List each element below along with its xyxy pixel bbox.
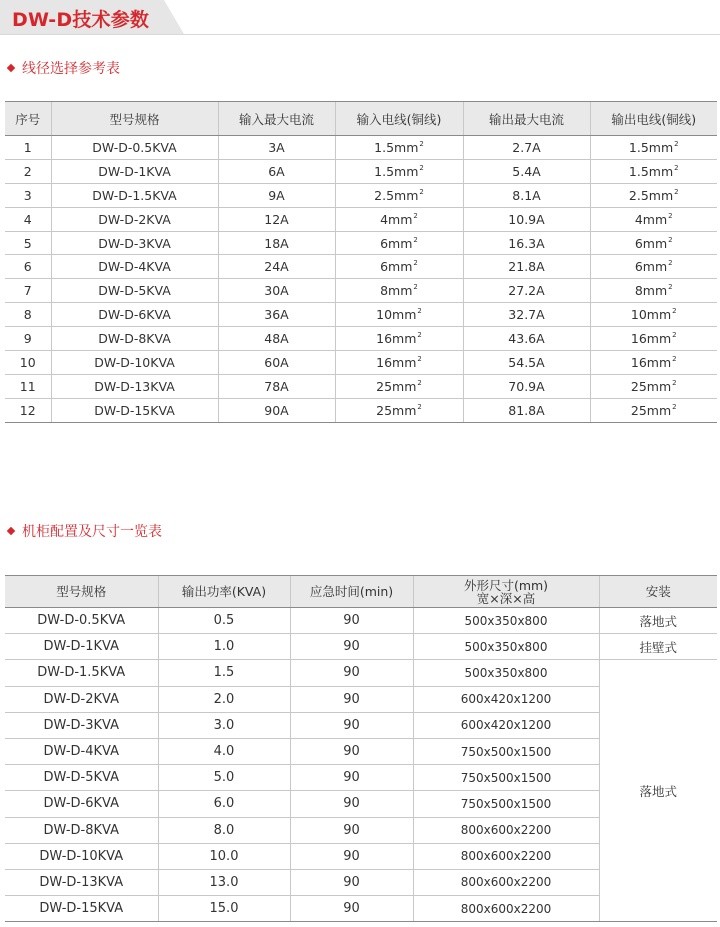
table-cell-model [51,327,218,351]
cell-text: 9A [268,187,285,203]
cell-text: 12A [264,211,289,227]
superscript: 2 [672,378,677,387]
superscript: 2 [417,331,422,340]
col-header-dimensions [413,576,599,608]
superscript: 2 [419,187,424,196]
col-subheader: 宽×深×高 [476,590,536,606]
superscript: 2 [674,139,679,148]
table-cell-in-wire [335,255,463,279]
superscript: 2 [413,259,418,268]
table-cell-power: 3.0 [158,712,290,738]
table-cell-in-current [218,327,335,351]
table-cell-install-merged: 落地式 [599,660,717,922]
col-header: 应急时间(min) [290,576,413,608]
table-cell-model [51,231,218,255]
cell-text: 16.3A [508,235,545,251]
cell-text: 16mm [376,331,417,347]
table-cell-model: DW-D-0.5KVA [5,608,158,634]
cell-text: DW-D-1.5KVA [92,187,177,203]
table-header-row [5,576,717,608]
table-row [5,398,717,422]
table-cell-model: DW-D-1.5KVA [5,660,158,686]
col-header: 输入电线(铜线) [335,102,463,136]
col-header: 序号 [5,102,51,136]
col-header: 输入最大电流 [218,102,335,136]
cell-text: DW-D-5KVA [98,283,171,299]
cell-text: 6mm [634,259,668,275]
col-header: 输出电线(铜线) [590,102,717,136]
table-cell-time: 90 [290,869,413,895]
superscript: 2 [417,402,422,411]
table-cell-time: 90 [290,843,413,869]
table-cell-dims: 800x600x2200 [413,896,599,922]
superscript: 2 [413,211,418,220]
table-cell-model: DW-D-2KVA [5,686,158,712]
table-row [5,374,717,398]
table-cell-time: 90 [290,817,413,843]
table-row [5,231,717,255]
table-cell-model [51,351,218,375]
superscript: 2 [417,354,422,363]
cell-text: 70.9A [508,378,545,394]
table-cell-out-wire [590,231,717,255]
table-cell-model [51,398,218,422]
table-cell-in-wire [335,231,463,255]
table-cell-dims: 600x420x1200 [413,686,599,712]
header-rule [0,34,720,35]
table-cell-power: 15.0 [158,896,290,922]
cell-text: 54.5A [508,354,545,370]
cell-text: 3 [23,187,32,203]
table-cell-out-current [463,279,590,303]
table-cell-out-wire [590,207,717,231]
cell-text: DW-D-3KVA [98,235,171,251]
table-cell-out-current [463,398,590,422]
table-cell-out-current [463,207,590,231]
cell-text: 32.7A [508,307,545,323]
table-row [5,660,717,686]
table-cell-in-current [218,136,335,160]
section-wire-heading [6,58,120,78]
cell-text: 2.5mm [628,187,674,203]
table-cell-power: 6.0 [158,791,290,817]
table-cell-out-wire [590,183,717,207]
table-cell-out-current [463,327,590,351]
cell-text: 21.8A [508,259,545,275]
table-cell-no [5,327,51,351]
table-cell-no [5,279,51,303]
cell-text: DW-D-4KVA [98,259,171,275]
cell-text: 2.5mm [374,187,419,203]
table-cell-model [51,136,218,160]
cell-text: 8mm [634,283,668,299]
table-cell-dims: 800x600x2200 [413,843,599,869]
cabinet-config-table [5,575,717,922]
table-cell-in-current [218,303,335,327]
section-cabinet-title: 机柜配置及尺寸一览表 [22,524,162,540]
table-cell-out-current [463,159,590,183]
cell-text: 1.5mm [628,139,674,155]
col-header: 输出功率(KVA) [158,576,290,608]
cell-text: DW-D-13KVA [94,378,175,394]
table-cell-dims: 750x500x1500 [413,738,599,764]
table-cell-in-current [218,398,335,422]
table-cell-no [5,231,51,255]
table-cell-model: DW-D-6KVA [5,791,158,817]
cell-text: 1 [23,139,32,155]
table-cell-model [51,159,218,183]
superscript: 2 [417,378,422,387]
superscript: 2 [672,354,677,363]
superscript: 2 [413,283,418,292]
table-cell-dims: 600x420x1200 [413,712,599,738]
superscript: 2 [668,211,673,220]
cell-text: 4mm [634,211,668,227]
cell-text: 30A [264,283,289,299]
cell-text: 8.1A [512,187,541,203]
table-cell-no [5,398,51,422]
table-cell-out-wire [590,159,717,183]
table-row [5,255,717,279]
wire-selection-table [5,101,717,423]
table-cell-out-wire [590,136,717,160]
col-header: 外形尺寸(mm) [463,577,549,593]
table-cell-no [5,255,51,279]
table-cell-time: 90 [290,686,413,712]
table-cell-in-wire [335,279,463,303]
table-cell-power: 4.0 [158,738,290,764]
superscript: 2 [668,259,673,268]
table-cell-in-wire [335,327,463,351]
table-cell-dims: 750x500x1500 [413,791,599,817]
page-header [0,0,720,38]
superscript: 2 [668,235,673,244]
table-cell-out-wire [590,398,717,422]
table-cell-no [5,136,51,160]
table-cell-out-current [463,255,590,279]
superscript: 2 [417,307,422,316]
table-cell-no [5,303,51,327]
cell-text: 7 [23,283,32,299]
table-cell-model [51,183,218,207]
table-row [5,608,717,634]
cell-text: DW-D-10KVA [94,354,175,370]
section-cabinet-heading [6,521,162,541]
cell-text: DW-D-6KVA [98,307,171,323]
section-wire-title: 线径选择参考表 [22,61,120,77]
cell-text: 6mm [380,259,413,275]
table-row [5,303,717,327]
table-cell-out-wire [590,279,717,303]
table-header-row [5,102,717,136]
cell-text: 6A [268,163,285,179]
cell-text: 11 [19,378,36,394]
superscript: 2 [419,163,424,172]
table-cell-no [5,374,51,398]
table-cell-time: 90 [290,660,413,686]
superscript: 2 [419,139,424,148]
table-cell-in-current [218,255,335,279]
cell-text: 18A [264,235,289,251]
table-cell-in-current [218,207,335,231]
table-cell-power: 2.0 [158,686,290,712]
table-row [5,159,717,183]
superscript: 2 [674,187,679,196]
cell-text: 16mm [630,354,672,370]
table-cell-in-current [218,374,335,398]
table-cell-out-wire [590,374,717,398]
table-cell-model [51,207,218,231]
table-cell-model: DW-D-3KVA [5,712,158,738]
table-cell-time: 90 [290,765,413,791]
table-cell-power: 0.5 [158,608,290,634]
cell-text: 90A [264,402,289,418]
cell-text: 25mm [376,402,417,418]
cell-text: 25mm [630,378,672,394]
cell-text: 12 [19,402,36,418]
table-cell-power: 13.0 [158,869,290,895]
table-cell-model: DW-D-10KVA [5,843,158,869]
cell-text: 36A [264,307,289,323]
cell-text: 1.5mm [374,139,419,155]
cell-text: 2 [23,163,32,179]
cell-text: DW-D-0.5KVA [92,139,177,155]
table-cell-no [5,351,51,375]
table-cell-model: DW-D-1KVA [5,634,158,660]
cell-text: 43.6A [508,331,545,347]
superscript: 2 [672,307,677,316]
cell-text: 6mm [634,235,668,251]
table-cell-power: 10.0 [158,843,290,869]
table-cell-model: DW-D-15KVA [5,896,158,922]
table-cell-in-wire [335,374,463,398]
cell-text: 8mm [380,283,413,299]
table-cell-model [51,303,218,327]
superscript: 2 [413,235,418,244]
table-cell-out-wire [590,327,717,351]
table-cell-time: 90 [290,712,413,738]
table-cell-dims: 500x350x800 [413,660,599,686]
cell-text: 3A [268,139,285,155]
cell-text: 4 [23,211,32,227]
cell-text: 5.4A [512,163,541,179]
table-cell-in-current [218,183,335,207]
table-cell-in-current [218,279,335,303]
table-cell-in-wire [335,183,463,207]
table-cell-in-wire [335,303,463,327]
table-cell-dims: 800x600x2200 [413,817,599,843]
cell-text: 10mm [630,307,672,323]
cell-text: 6 [23,259,32,275]
table-cell-model [51,255,218,279]
cell-text: 1.5mm [628,163,674,179]
table-cell-in-wire [335,136,463,160]
table-cell-in-current [218,231,335,255]
cell-text: 16mm [630,331,672,347]
table-row [5,183,717,207]
table-cell-model: DW-D-13KVA [5,869,158,895]
table-cell-out-current [463,231,590,255]
cell-text: 16mm [376,354,417,370]
table-cell-dims: 500x350x800 [413,608,599,634]
table-row [5,327,717,351]
cell-text: 60A [264,354,289,370]
cell-text: DW-D-2KVA [98,211,171,227]
page-title: DW-D技术参数 [12,9,150,31]
superscript: 2 [672,402,677,411]
cell-text: 10 [19,354,36,370]
cell-text: 10mm [376,307,417,323]
table-cell-power: 5.0 [158,765,290,791]
table-cell-out-wire [590,303,717,327]
cell-text: 2.7A [512,139,541,155]
table-cell-out-current [463,136,590,160]
table-cell-out-current [463,183,590,207]
table-cell-time: 90 [290,634,413,660]
table-cell-time: 90 [290,608,413,634]
cell-text: 5 [23,235,32,251]
table-cell-out-current [463,374,590,398]
cell-text: 9 [23,331,32,347]
table-cell-dims: 500x350x800 [413,634,599,660]
table-cell-model [51,374,218,398]
table-cell-out-wire [590,255,717,279]
superscript: 2 [672,331,677,340]
cell-text: DW-D-15KVA [94,402,175,418]
table-cell-out-current [463,351,590,375]
table-cell-dims: 750x500x1500 [413,765,599,791]
table-cell-time: 90 [290,896,413,922]
cell-text: 10.9A [508,211,545,227]
diamond-bullet-icon [7,64,15,72]
table-cell-model: DW-D-4KVA [5,738,158,764]
cell-text: 81.8A [508,402,545,418]
superscript: 2 [674,163,679,172]
table-cell-no [5,183,51,207]
table-cell-time: 90 [290,791,413,817]
table-row [5,136,717,160]
table-row [5,207,717,231]
cell-text: 48A [264,331,289,347]
superscript: 2 [668,283,673,292]
table-cell-dims: 800x600x2200 [413,869,599,895]
cell-text: 1.5mm [374,163,419,179]
cell-text: 4mm [380,211,413,227]
table-cell-out-wire [590,351,717,375]
cell-text: 27.2A [508,283,545,299]
table-cell-out-current [463,303,590,327]
table-cell-in-wire [335,351,463,375]
table-cell-power: 1.5 [158,660,290,686]
table-cell-no [5,207,51,231]
table-cell-install: 挂壁式 [599,634,717,660]
table-row [5,634,717,660]
cell-text: 78A [264,378,289,394]
table-cell-model [51,279,218,303]
cell-text: 6mm [380,235,413,251]
cell-text: DW-D-8KVA [98,331,171,347]
table-cell-in-current [218,351,335,375]
col-header: 安装 [599,576,717,608]
table-cell-model: DW-D-8KVA [5,817,158,843]
table-cell-in-wire [335,159,463,183]
table-cell-model: DW-D-5KVA [5,765,158,791]
cell-text: 8 [23,307,32,323]
col-header: 型号规格 [5,576,158,608]
col-header: 输出最大电流 [463,102,590,136]
table-cell-in-wire [335,398,463,422]
table-cell-power: 8.0 [158,817,290,843]
table-cell-no [5,159,51,183]
cell-text: DW-D-1KVA [98,163,171,179]
cell-text: 25mm [630,402,672,418]
table-cell-time: 90 [290,738,413,764]
table-row [5,351,717,375]
table-cell-in-wire [335,207,463,231]
table-cell-install: 落地式 [599,608,717,634]
diamond-bullet-icon [7,527,15,535]
table-cell-power: 1.0 [158,634,290,660]
cell-text: 25mm [376,378,417,394]
table-cell-in-current [218,159,335,183]
table-row [5,279,717,303]
col-header: 型号规格 [51,102,218,136]
cell-text: 24A [264,259,289,275]
